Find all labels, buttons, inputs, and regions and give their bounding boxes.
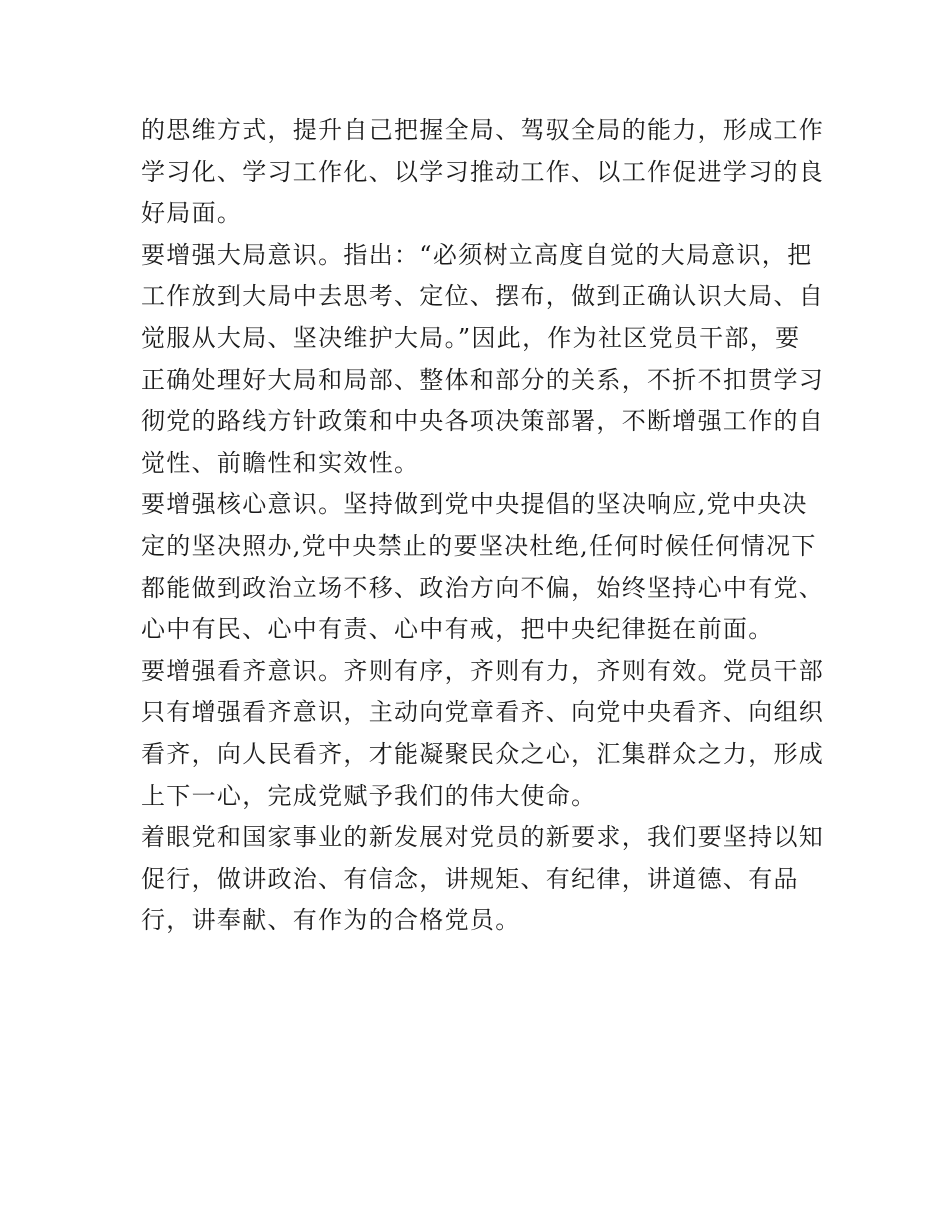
text-line: 心中有民、心中有责、心中有戒，把中央纪律挺在前面。 (141, 615, 774, 644)
text-line: 彻党的路线方针政策和中央各项决策部署，不断增强工作的自 (141, 407, 825, 436)
text-line: 着眼党和国家事业的新发展对党员的新要求，我们要坚持以知 (141, 823, 825, 852)
paragraph-alignment-awareness (141, 651, 825, 817)
paragraph-conclusion (141, 817, 825, 942)
text-line: 促行，做讲政治、有信念，讲规矩、有纪律，讲道德、有品 (141, 864, 799, 893)
text-line: 要增强看齐意识。齐则有序，齐则有力，齐则有效。党员干部 (141, 656, 825, 685)
text-line: 工作放到大局中去思考、定位、摆布，做到正确认识大局、自 (141, 282, 825, 311)
text-line: 的思维方式，提升自己把握全局、驾驭全局的能力，形成工作 (141, 116, 825, 144)
text-line: 要增强核心意识。坚持做到党中央提倡的坚决响应,党中央决 (141, 490, 808, 519)
paragraph-core-awareness (141, 484, 825, 650)
text-line: 觉服从大局、坚决维护大局。”因此，作为社区党员干部，要 (141, 323, 801, 352)
text-line: 正确处理好大局和局部、整体和部分的关系，不折不扣贯学习 (141, 365, 825, 394)
text-line: 学习化、学习工作化、以学习推动工作、以工作促进学习的良 (141, 157, 825, 186)
text-line: 都能做到政治立场不移、政治方向不偏，始终坚持心中有党、 (141, 573, 825, 602)
text-line: 好局面。 (141, 199, 243, 228)
text-line: 只有增强看齐意识，主动向党章看齐、向党中央看齐、向组织 (141, 698, 825, 727)
text-line: 行，讲奉献、有作为的合格党员。 (141, 906, 521, 935)
document-body (141, 110, 825, 942)
paragraph-intro-continued (141, 110, 825, 235)
paragraph-big-picture (141, 235, 825, 485)
text-line: 要增强大局意识。指出：“必须树立高度自觉的大局意识，把 (141, 240, 813, 269)
text-line: 觉性、前瞻性和实效性。 (141, 448, 420, 477)
text-line: 看齐，向人民看齐，才能凝聚民众之心，汇集群众之力，形成 (141, 739, 825, 768)
text-line: 上下一心，完成党赋予我们的伟大使命。 (141, 781, 597, 810)
text-line: 定的坚决照办,党中央禁止的要坚决杜绝,任何时候任何情况下 (141, 531, 817, 560)
